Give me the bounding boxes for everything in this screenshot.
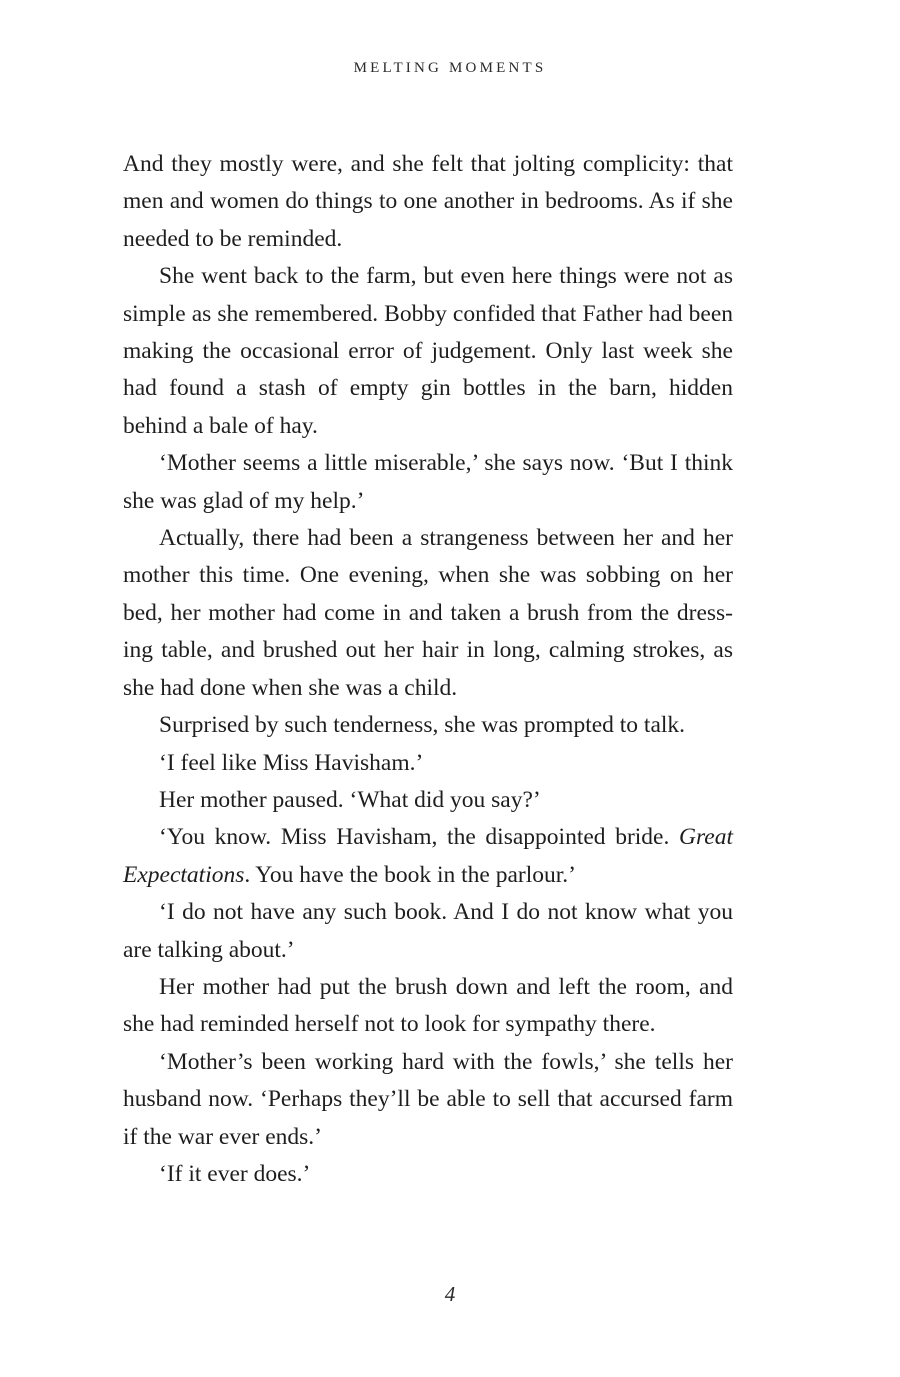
paragraph: Her mother paused. ‘What did you say?’	[159, 786, 541, 813]
paragraph: Her mother had put the brush down and left the room, and she had reminded herself not to look for sympathy there.	[123, 973, 733, 1038]
paragraph: She went back to the farm, but even here things were not as simple as she remembered. Bobby confided that Father had been making the occasional error of judgement. Only last week she had found a stash of empty gin bottles in the barn, hidden behind a bale of hay.	[123, 263, 733, 439]
running-head: MELTING MOMENTS	[353, 60, 547, 76]
paragraph: ‘Mother seems a little miserable,’ she says now. ‘But I think she was glad of my help.’	[123, 450, 733, 514]
page-number: 4	[444, 1282, 456, 1306]
paragraph: And they mostly were, and she felt that jolting complicity: that men and women do things to one another in bedrooms. As if she needed to be reminded.	[123, 151, 733, 252]
paragraph: ‘I feel like Miss Havisham.’	[159, 749, 424, 776]
paragraph-text: ‘You know. Miss Havisham, the disappointed bride.	[159, 824, 680, 851]
paragraph: ‘I do not have any such book. And I do not know what you are talking about.’	[123, 899, 733, 963]
paragraph: ‘Mother’s been working hard with the fowls,’ she tells her husband now. ‘Perhaps they’ll be able to sell that accursed farm if the war ever ends.’	[123, 1048, 733, 1150]
body-text	[123, 146, 733, 1193]
paragraph: ‘If it ever does.’	[159, 1160, 311, 1187]
book-title: Great Expectations	[123, 824, 733, 888]
paragraph: Actually, there had been a strangeness between her and her mother this time. One evening, when she was sobbing on her bed, her mother had come in and taken a brush from the dressing table, and brushed out her hair in long, calming strokes, as she had done when she was a child.	[123, 525, 733, 701]
paragraph-text: . You have the book in the parlour.’	[244, 861, 576, 888]
paragraph	[123, 819, 733, 894]
paragraph: Surprised by such tenderness, she was prompted to talk.	[159, 712, 686, 739]
